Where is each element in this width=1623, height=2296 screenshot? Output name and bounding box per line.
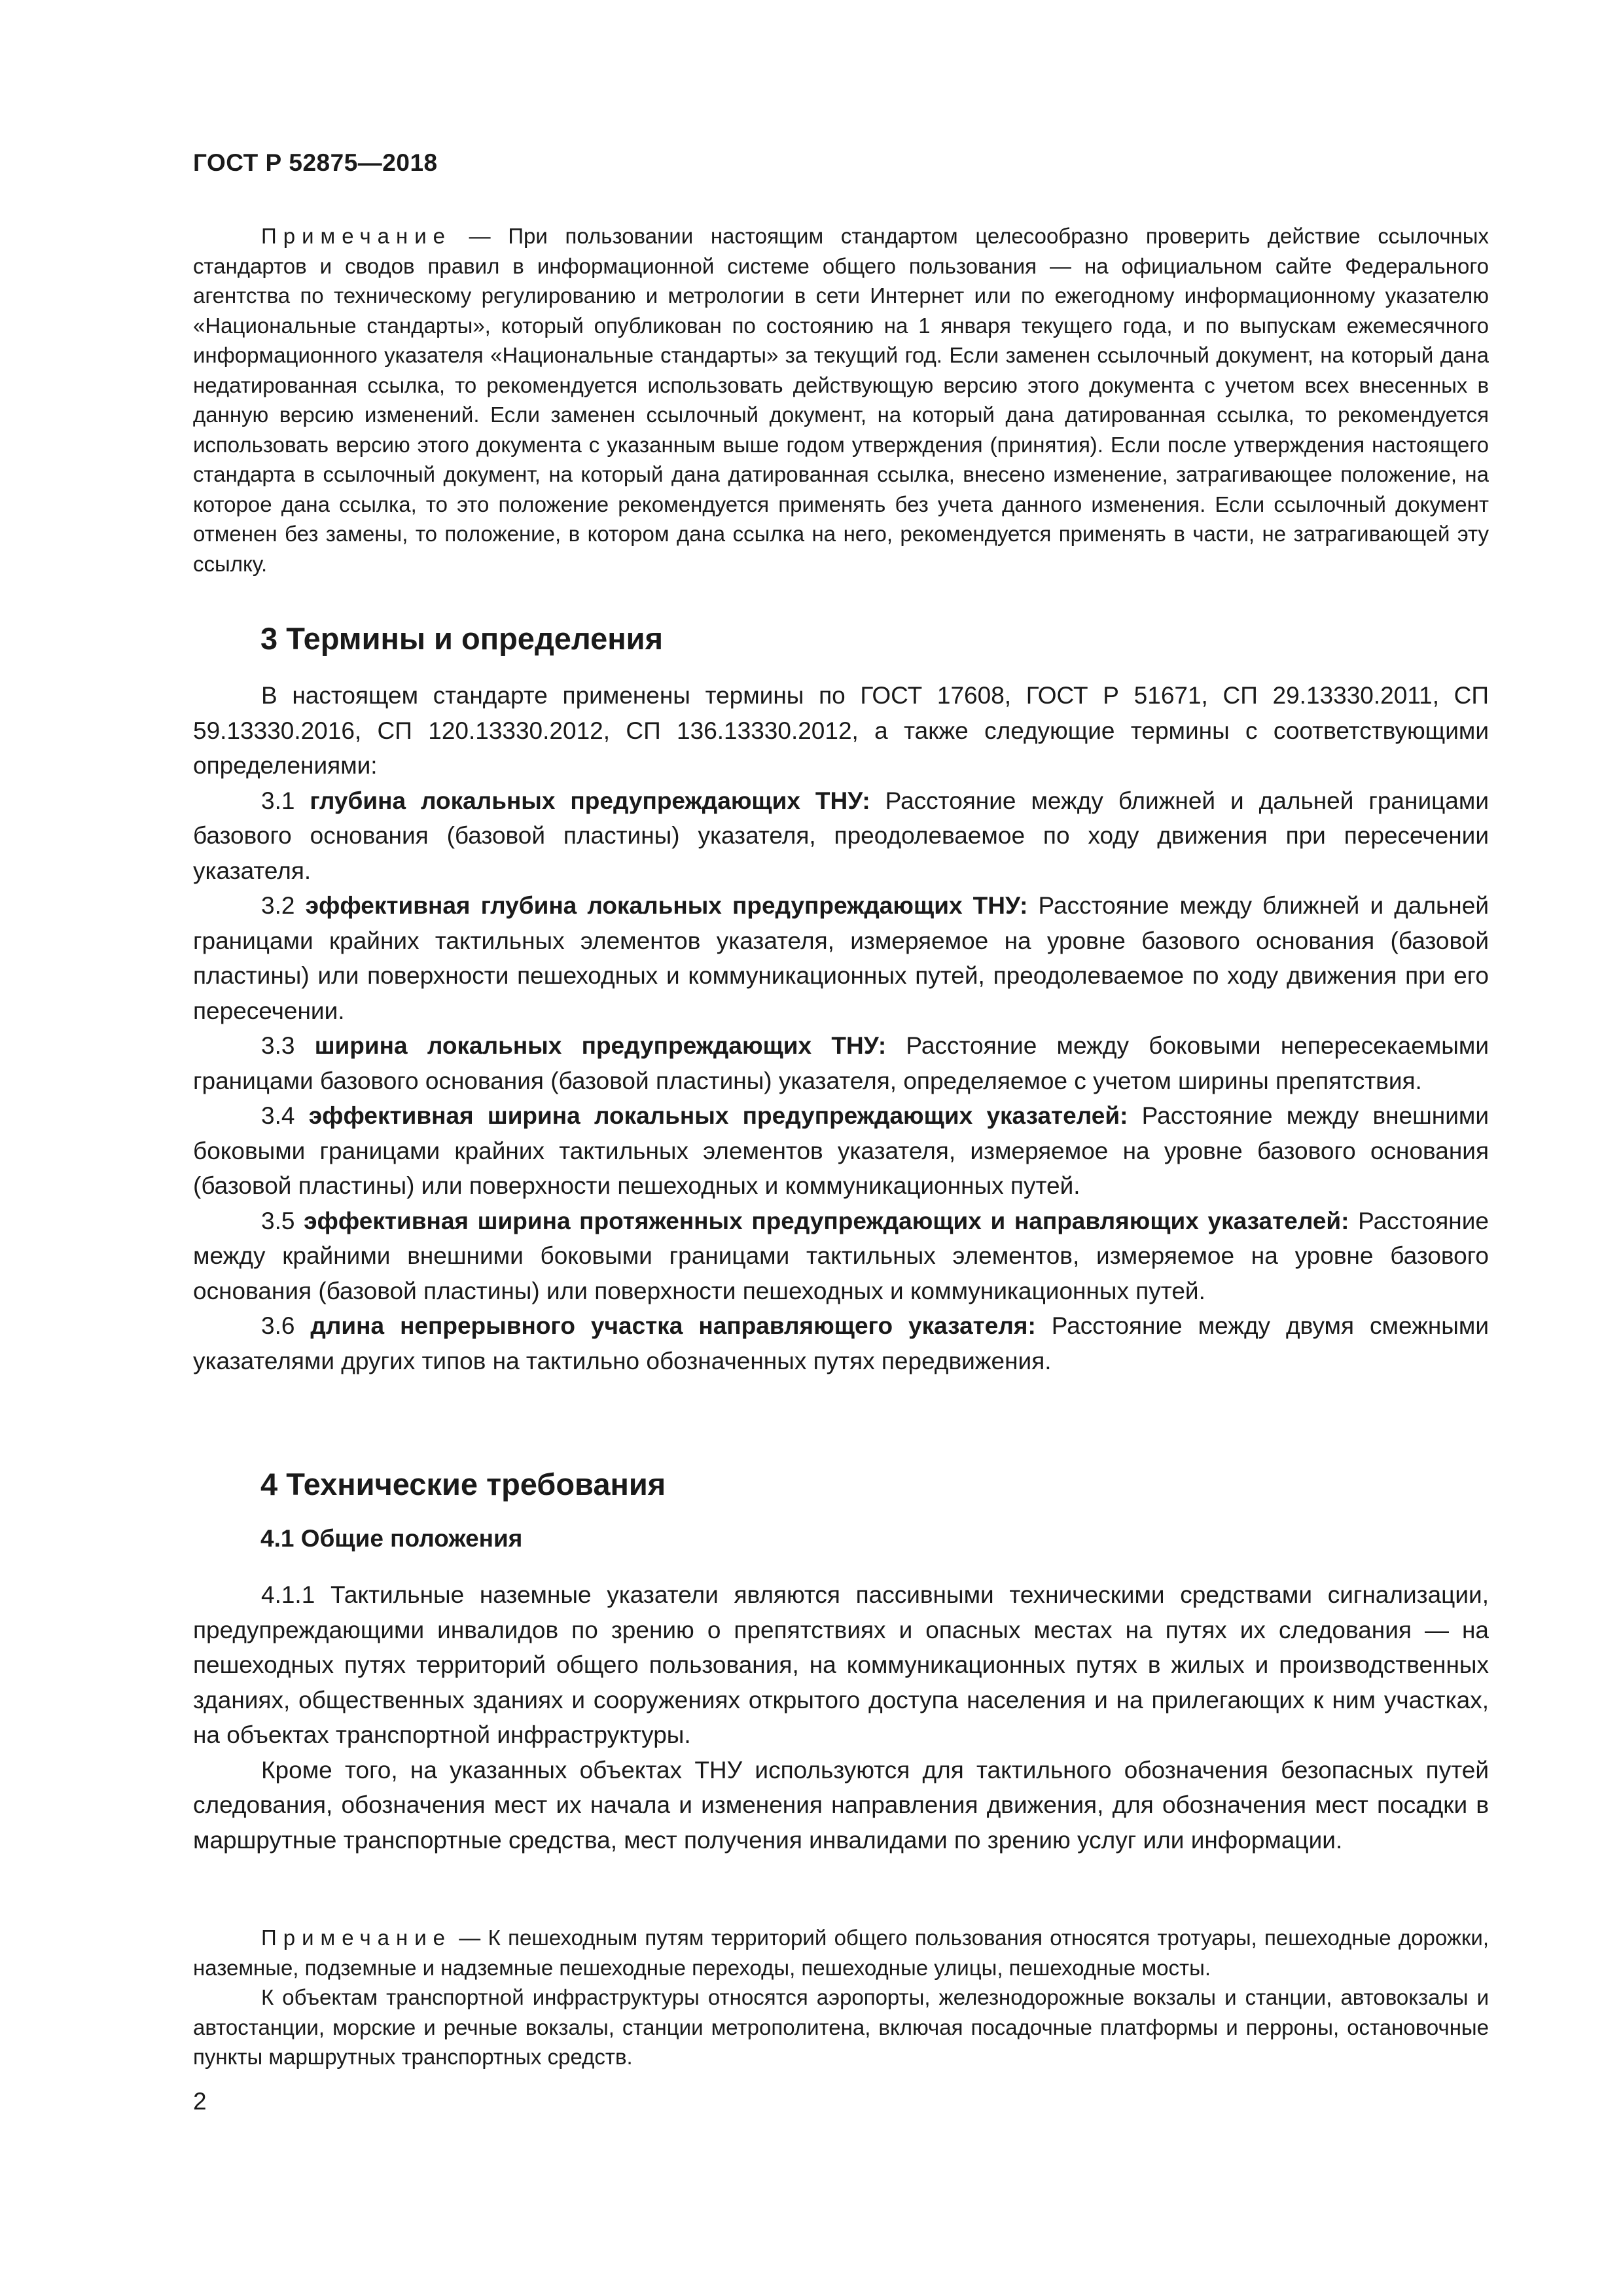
section-3-heading: 3 Термины и определения (260, 621, 663, 656)
term-3-3: 3.3 ширина локальных предупреждающих ТНУ: Расстояние между боковыми непересекаемыми границами базового основания (базовой пластины) указателя, определяемое с учетом ширины препятствия. (193, 1032, 1489, 1094)
paragraph-4-1-1-cont: Кроме того, на указанных объектах ТНУ используются для тактильного обозначения безопасных путей следования, обозначения мест их начала и изменения направления движения, для обозначения мест посадки в маршрутные транспортные средства, мест получения инвалидами по зрению услуг или информации. (193, 1756, 1489, 1854)
bottom-note (193, 1923, 1489, 2072)
bottom-note-paragraph-2: К объектам транспортной инфраструктуры относятся аэропорты, железнодорожные вокзалы и станции, автовокзалы и автостанции, морские и речные вокзалы, станции метрополитена, включая посадочные платформы и перроны, остановочные пункты маршрутных транспортных средств. (193, 1985, 1489, 2069)
note-paragraph (193, 221, 1489, 579)
bottom-note-text: — К пешеходным путям территорий общего пользования относятся тротуары, пешеходные дорожки, наземные, подземные и надземные пешеходные переходы, пешеходные улицы, пешеходные мосты. (193, 1926, 1489, 1980)
section-4-1-heading: 4.1 Общие положения (260, 1525, 523, 1552)
term-3-5: 3.5 эффективная ширина протяженных предупреждающих и направляющих указателей: Расстояние между крайними внешними боковыми границами тактильных элементов, измеряемое на уровне базового основания (базовой пластины) или поверхности пешеходных и коммуникационных путей. (193, 1207, 1489, 1304)
page-number: 2 (193, 2088, 207, 2115)
term-3-1: 3.1 глубина локальных предупреждающих ТНУ: Расстояние между ближней и дальней границами базового основания (базовой пластины) указателя, преодолеваемое по ходу движения при пересечении указателя. (193, 787, 1489, 884)
bottom-note-label: Примечание (261, 1926, 452, 1950)
bottom-note-paragraph (193, 1923, 1489, 1982)
term-3-6: 3.6 длина непрерывного участка направляющего указателя: Расстояние между двумя смежными указателями других типов на тактильно обозначенных путях передвижения. (193, 1312, 1489, 1374)
section-3-body (193, 678, 1489, 1378)
section-4-heading: 4 Технические требования (260, 1467, 666, 1501)
term-3-2: 3.2 эффективная глубина локальных предупреждающих ТНУ: Расстояние между ближней и дальней границами крайних тактильных элементов указателя, измеряемое на уровне базового основания (базовой пластины) или поверхности пешеходных и коммуникационных путей, преодолеваемое по ходу движения при его пересечении. (193, 892, 1489, 1024)
term-3-4: 3.4 эффективная ширина локальных предупреждающих указателей: Расстояние между внешними боковыми границами крайних тактильных элементов указателя, измеряемое на уровне базового основания (базовой пластины) или поверхности пешеходных и коммуникационных путей. (193, 1102, 1489, 1199)
section-3-intro: В настоящем стандарте применены термины по ГОСТ 17608, ГОСТ Р 51671, СП 29.13330.2011, СП 59.13330.2016, СП 120.13330.2012, СП 136.13330.2012, а также следующие термины с соответствующими определениями: (193, 682, 1489, 779)
top-note (193, 221, 1489, 579)
document-header: ГОСТ Р 52875—2018 (193, 149, 438, 176)
section-4-body (193, 1577, 1489, 1857)
note-label: Примечание (261, 224, 452, 248)
paragraph-4-1-1: 4.1.1 Тактильные наземные указатели являются пассивными техническими средствами сигнализации, предупреждающими инвалидов по зрению о препятствиях и опасных местах на путях их следования — на пешеходных путях территорий общего пользования, на коммуникационных путях в жилых и производственных зданиях, общественных зданиях и сооружениях открытого доступа населения и на прилегающих к ним участках, на объектах транспортной инфраструктуры. (193, 1581, 1489, 1748)
note-text: — При пользовании настоящим стандартом целесообразно проверить действие ссылочных стандартов и сводов правил в информационной системе общего пользования — на официальном сайте Федерального агентства по техническому регулированию и метрологии в сети Интернет или по ежегодному информационному указателю «Национальные стандарты», который опубликован по состоянию на 1 января текущего года, и по выпускам ежемесячного информационного указателя «Национальные стандарты» за текущий год. Если заменен ссылочный документ, на который дана недатированная ссылка, то рекомендуется использовать действующую версию этого документа с учетом всех внесенных в данную версию изменений. Если заменен ссылочный документ, на который дана датированная ссылка, то рекомендуется использовать версию этого документа с указанным выше годом утверждения (принятия). Если после утверждения настоящего стандарта в ссылочный документ, на который дана датированная ссылка, внесено изменение, затрагивающее положение, на которое дана ссылка, то это положение рекомендуется применять без учета данного изменения. Если ссылочный документ отменен без замены, то положение, в котором дана ссылка на него, рекомендуется применять в части, не затрагивающей эту ссылку. (193, 224, 1489, 576)
